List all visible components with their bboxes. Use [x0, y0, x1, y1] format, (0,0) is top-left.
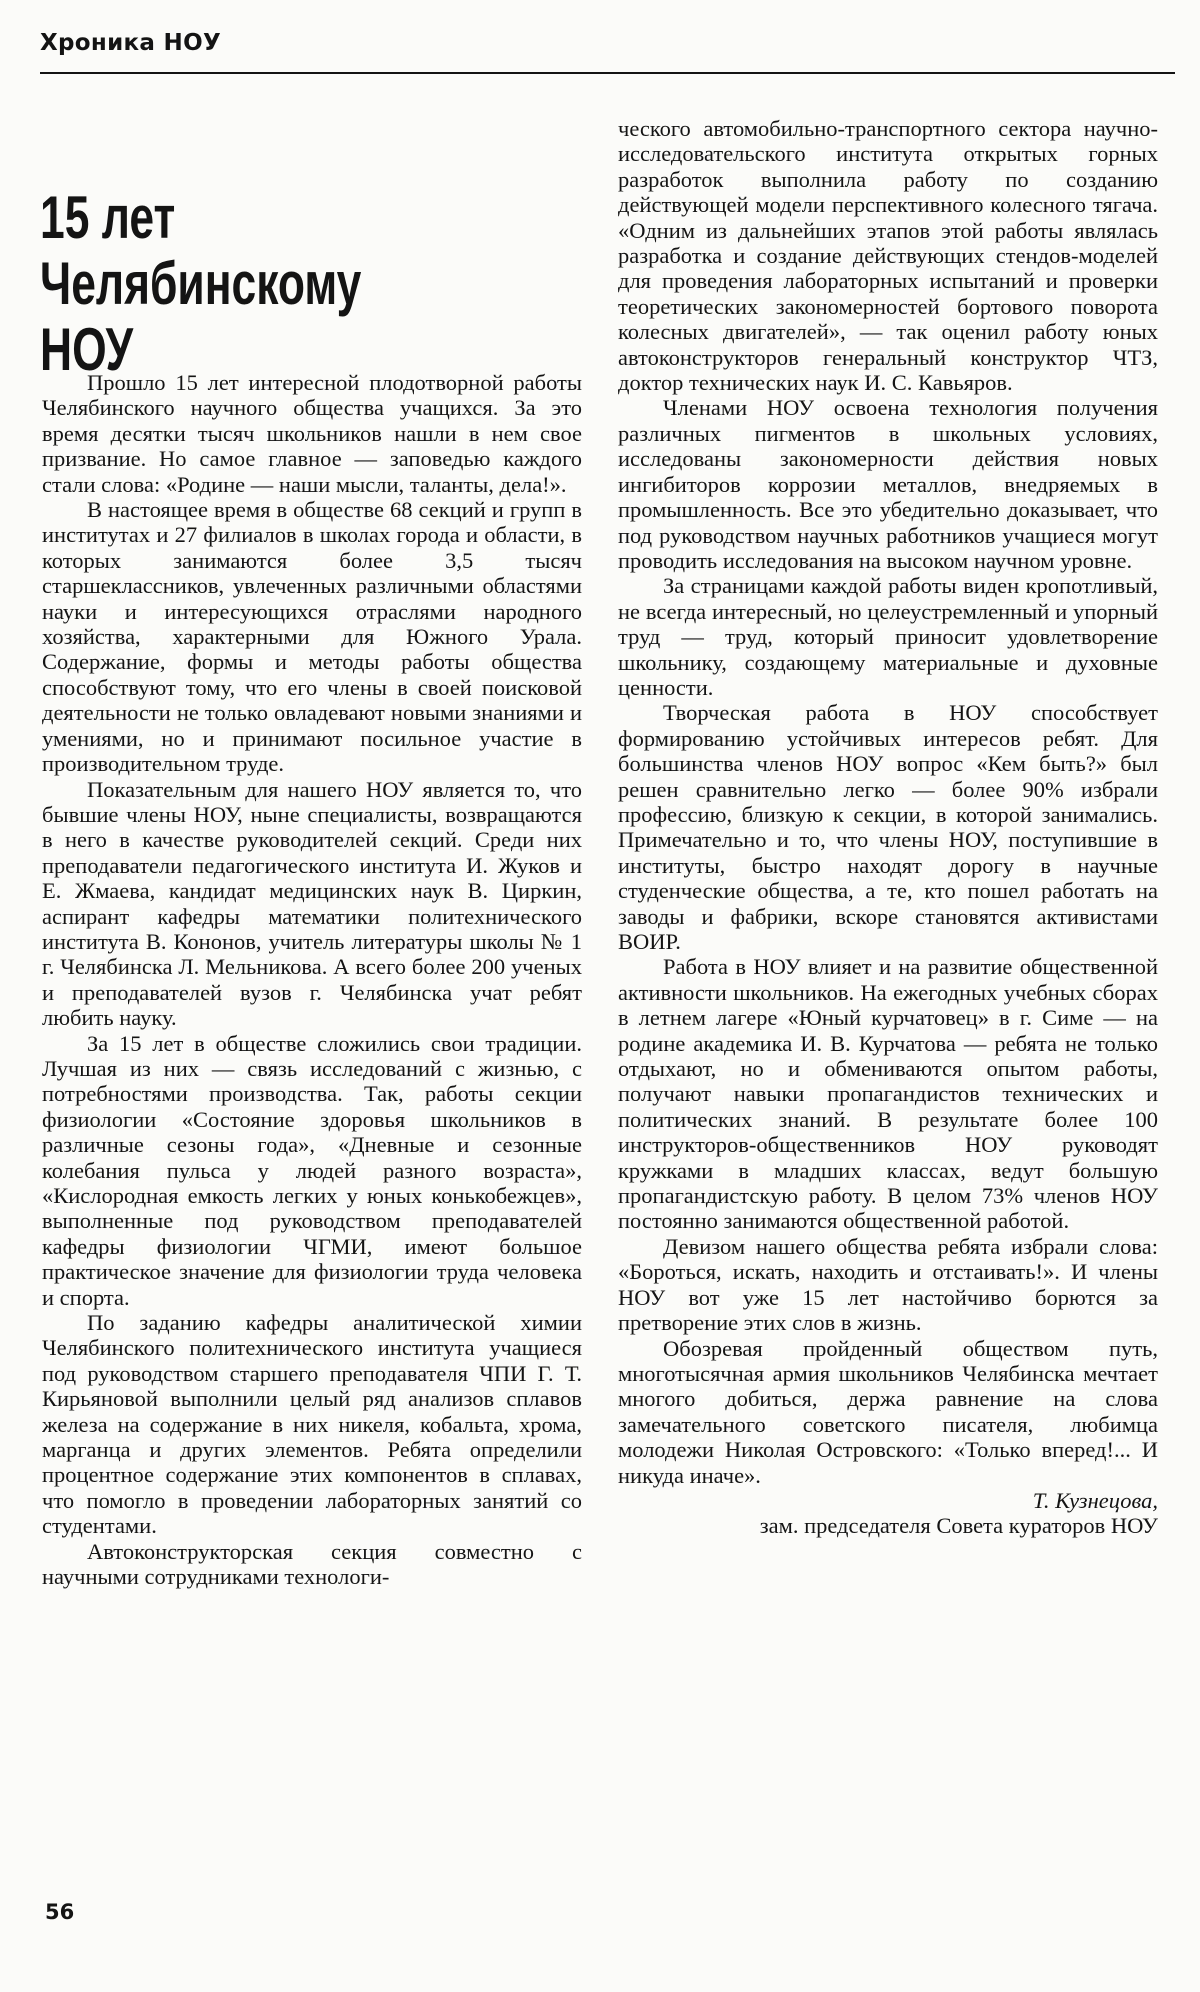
section-header: Хроника НОУ: [40, 30, 221, 56]
article-title-line-1: 15 лет: [40, 184, 176, 251]
right-column: [618, 116, 1158, 1916]
author-name: Т. Кузнецова,: [1032, 1487, 1158, 1513]
paragraph: Работа в НОУ влияет и на развитие общественной активности школьников. На ежегодных учебных сборах в летнем лагере «Юный курчатовец» в г. Симе — на родине академика И. В. Курчатова — ребята не только отдыхают, но и обмениваются опытом работы, получают навыки пропагандистов технических и политических знаний. В результате более 100 инструкторов-общественников НОУ руководят кружками в младших классах, ведут большую пропагандистскую работу. В целом 73% членов НОУ постоянно занимаются общественной работой.: [618, 954, 1158, 1234]
page-number: 56: [45, 1900, 75, 1924]
paragraph: В настоящее время в обществе 68 секций и групп в институтах и 27 филиалов в школах города и области, в которых занимаются более 3,5 тысяч старшеклассников, увлеченных различными областями науки и интересующихся отраслями народного хозяйства, характерными для Южного Урала. Содержание, формы и методы работы общества способствуют тому, что его члены в своей поисковой деятельности не только овладевают новыми знаниями и умениями, но и принимают посильное участие в производительном труде.: [42, 497, 582, 777]
paragraph: За страницами каждой работы виден кропотливый, не всегда интересный, но целеустремленный и упорный труд — труд, который приносит удовлетворение школьнику, создающему материальные и духовные ценности.: [618, 573, 1158, 700]
paragraph: Творческая работа в НОУ способствует формированию устойчивых интересов ребят. Для большинства членов НОУ вопрос «Кем быть?» был решен сравнительно легко — более 90% избрали профессию, близкую к секции, в которой занимались. Примечательно и то, что члены НОУ, поступившие в институты, быстро находят дорогу в научные студенческие общества, а те, кто пошел работать на заводы и фабрики, вскоре становятся активистами ВОИР.: [618, 700, 1158, 954]
author-role: зам. председателя Совета кураторов НОУ: [759, 1513, 1158, 1539]
paragraph: Показательным для нашего НОУ является то, что бывшие члены НОУ, ныне специалисты, возвращаются в него в качестве руководителей секций. Среди них преподаватели педагогического института И. Жуков и Е. Жмаева, кандидат медицинских наук В. Циркин, аспирант кафедры математики политехнического института В. Кононов, учитель литературы школы № 1 г. Челябинска Л. Мельникова. А всего более 200 ученых и преподавателей вузов г. Челябинска учат ребят любить науку.: [42, 776, 582, 1031]
paragraph-continued: ческого автомобильно-транспортного сектора научно-исследовательского института открытых горных разработок выполнила работу по созданию действующей модели перспективного колесного тягача. «Одним из дальнейших этапов этой работы являлась разработка и создание действующих стендов-моделей для проведения лабораторных испытаний и проверки теоретических закономерностей бортового поворота колесных двигателей», — так оценил работу юных автоконструкторов генеральный конструктор ЧТЗ, доктор технических наук И. С. Кавьяров.: [618, 116, 1158, 396]
paragraph: По заданию кафедры аналитической химии Челябинского политехнического института учащиеся под руководством старшего преподавателя ЧПИ Г. Т. Кирьяновой выполнили целый ряд анализов сплавов железа на содержание в них никеля, кобальта, хрома, марганца и других элементов. Ребята определили процентное содержание этих компонентов в сплавах, что помогло в проведении лабораторных занятий со студентами.: [42, 1310, 582, 1539]
paragraph: Обозревая пройденный обществом путь, многотысячная армия школьников Челябинска мечтает многого добиться, держа равнение на слова замечательного советского писателя, любимца молодежи Николая Островского: «Только вперед!... И никуда иначе».: [618, 1335, 1158, 1488]
paragraph: Членами НОУ освоена технология получения различных пигментов в школьных условиях, исследованы закономерности действия новых ингибиторов коррозии металлов, внедряемых в промышленность. Все это убедительно доказывает, что под руководством научных работников учащиеся могут проводить исследования на высоком научном уровне.: [618, 395, 1158, 573]
article-title-line-2: Челябинскому НОУ: [40, 250, 362, 383]
paragraph: Девизом нашего общества ребята избрали слова: «Бороться, искать, находить и отстаивать!». И члены НОУ вот уже 15 лет настойчиво борются за претворение этих слов в жизнь.: [618, 1233, 1158, 1336]
article-title: [40, 185, 440, 383]
left-column: [42, 370, 582, 1890]
paragraph: Прошло 15 лет интересной плодотворной работы Челябинского научного общества учащихся. За это время десятки тысяч школьников нашли в нем свое призвание. Но самое главное — заповедью каждого стали слова: «Родине — наши мысли, таланты, дела!».: [42, 370, 582, 497]
paragraph: Автоконструкторская секция совместно с научными сотрудниками технологи-: [42, 1538, 582, 1590]
header-rule: [40, 72, 1175, 74]
paragraph: За 15 лет в обществе сложились свои традиции. Лучшая из них — связь исследований с жизнью, с потребностями производства. Так, работы секции физиологии «Состояние здоровья школьников в различные сезоны года», «Дневные и сезонные колебания пульса у людей разного возраста», «Кислородная емкость легких у юных конькобежцев», выполненные под руководством преподавателей кафедры физиологии ЧГМИ, имеют большое практическое значение для физиологии труда человека и спорта.: [42, 1030, 582, 1310]
